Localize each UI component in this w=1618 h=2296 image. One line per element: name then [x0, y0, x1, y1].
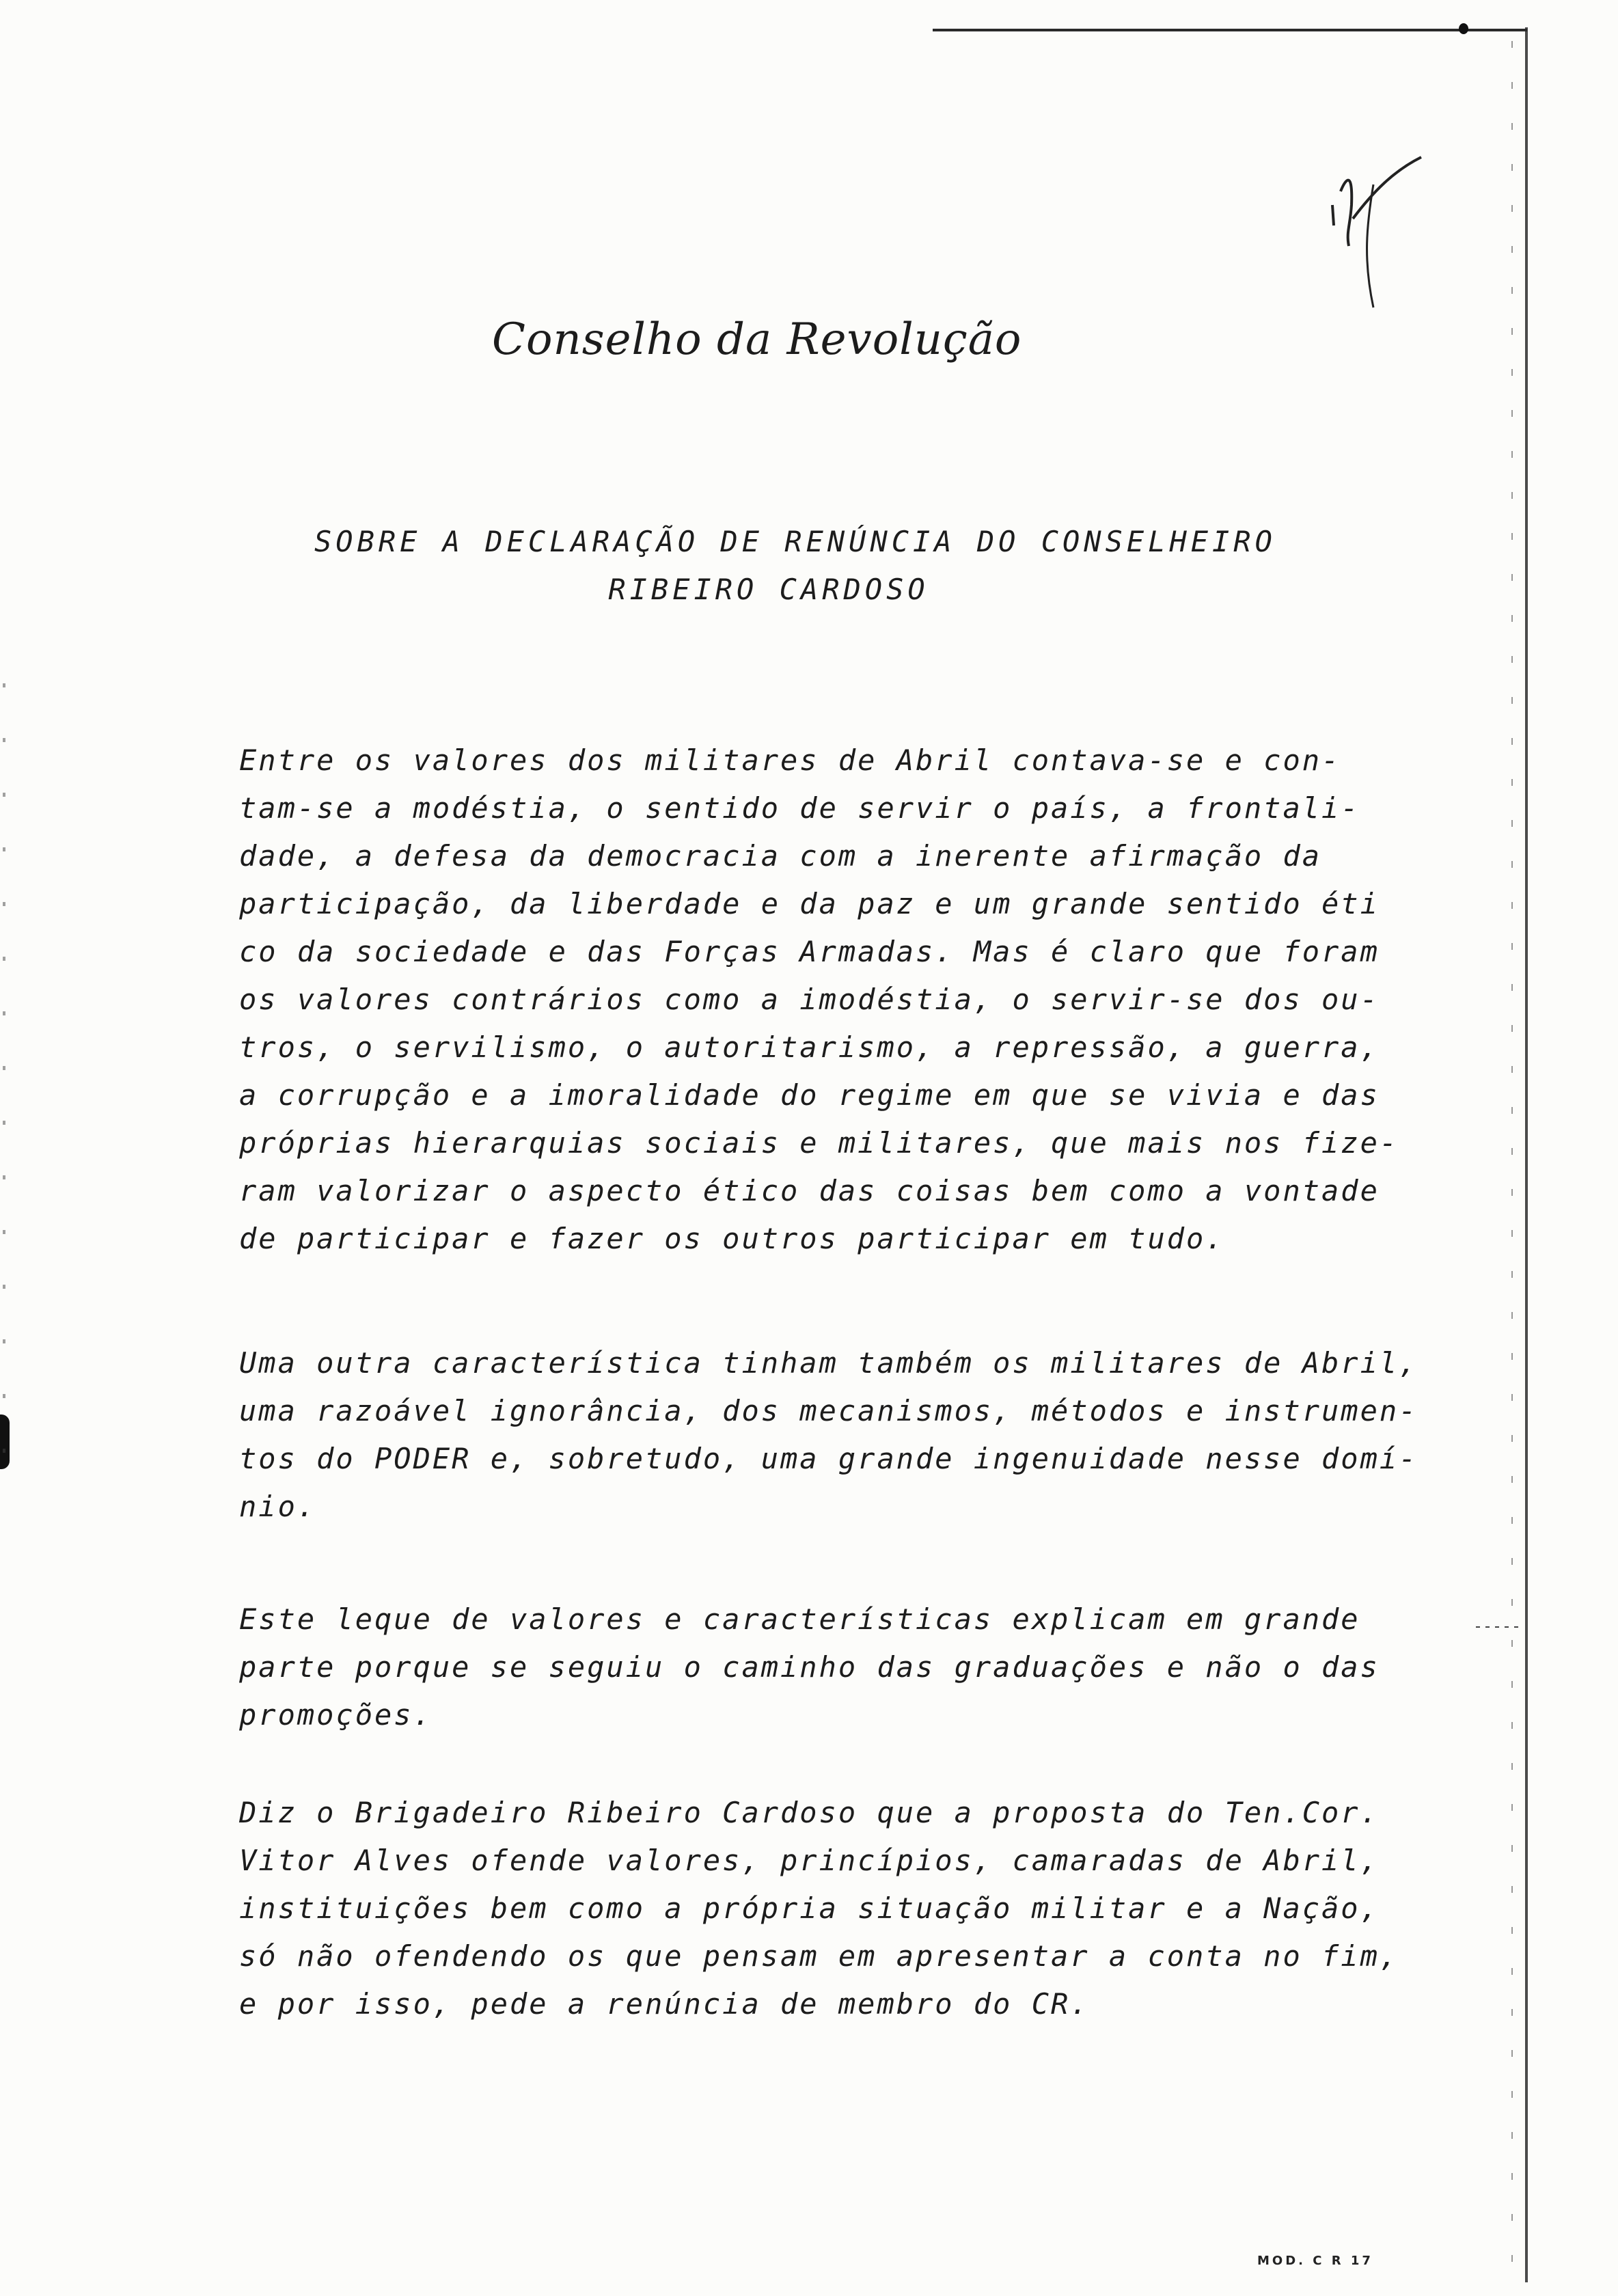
text-line: Entre os valores dos militares de Abril contava-se e con- [239, 743, 1341, 777]
text-line: os valores contrários como a imodéstia, o servir-se dos ou- [239, 983, 1380, 1016]
text-line: de participar e fazer os outros participar em tudo. [239, 1222, 1225, 1255]
council-header: Conselho da Revolução [492, 314, 1022, 365]
text-line: e por isso, pede a renúncia de membro do CR. [239, 1987, 1090, 2021]
form-code: MOD. C R 17 [1257, 2254, 1373, 2268]
hole-punch-mark [1459, 23, 1468, 34]
text-line: Este leque de valores e características explicam em grande [239, 1602, 1360, 1636]
text-line: promoções. [239, 1698, 433, 1732]
left-edge-specks [3, 683, 5, 1503]
document-title-line-2: RIBEIRO CARDOSO [608, 573, 929, 606]
text-line: a corrupção e a imoralidade do regime em que se vivia e das [239, 1078, 1380, 1112]
text-line: tros, o servilismo, o autoritarismo, a repressão, a guerra, [239, 1030, 1380, 1064]
text-line: Diz o Brigadeiro Ribeiro Cardoso que a proposta do Ten.Cor. [239, 1796, 1380, 1829]
right-edge-dashes [1511, 41, 1513, 2282]
text-line: parte porque se seguiu o caminho das graduações e não o das [239, 1650, 1380, 1684]
text-line: Vitor Alves ofende valores, princípios, camaradas de Abril, [239, 1844, 1380, 1877]
text-line: ram valorizar o aspecto ético das coisas bem como a vontade [239, 1174, 1380, 1207]
paragraph-2 [239, 1339, 1428, 1531]
text-line: próprias hierarquias sociais e militares, que mais nos fize- [239, 1126, 1399, 1160]
text-line: tos do PODER e, sobretudo, uma grande ingenuidade nesse domí- [239, 1442, 1418, 1475]
margin-dash-mark [1476, 1626, 1524, 1628]
text-line: co da sociedade e das Forças Armadas. Mas é claro que foram [239, 935, 1380, 968]
text-line: instituições bem como a própria situação militar e a Nação, [239, 1891, 1380, 1925]
text-line: nio. [239, 1490, 317, 1523]
handwritten-initials [1326, 144, 1428, 321]
document-title-line-1: SOBRE A DECLARAÇÃO DE RENÚNCIA DO CONSELHEIRO [314, 525, 1276, 558]
top-border-rule [933, 29, 1527, 31]
paragraph-1 [239, 737, 1428, 1263]
text-line: uma razoável ignorância, dos mecanismos, métodos e instrumen- [239, 1394, 1418, 1427]
text-line: Uma outra característica tinham também os militares de Abril, [239, 1346, 1418, 1380]
text-line: dade, a defesa da democracia com a inerente afirmação da [239, 839, 1322, 873]
paragraph-4 [239, 1789, 1428, 2028]
text-line: tam-se a modéstia, o sentido de servir o país, a frontali- [239, 791, 1360, 825]
right-edge-border [1525, 27, 1531, 2282]
paragraph-3 [239, 1596, 1428, 1739]
text-line: só não ofendendo os que pensam em apresentar a conta no fim, [239, 1939, 1399, 1973]
text-line: participação, da liberdade e da paz e um grande sentido éti [239, 887, 1380, 920]
